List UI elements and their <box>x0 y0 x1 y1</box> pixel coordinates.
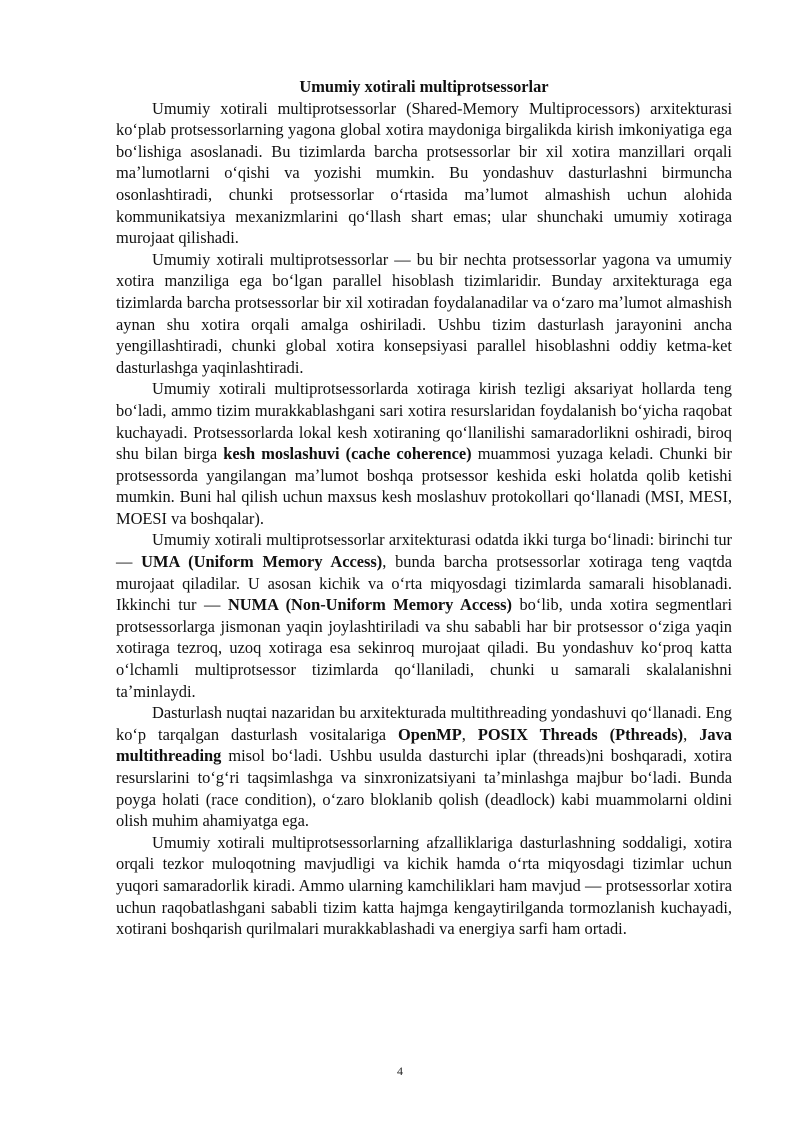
text-run: Umumiy xotirali multiprotsessorlar (Shared-Memory Multiprocessors) arxitekturasi koʻplab protsessorlarning yagona global xotira maydoniga birgalikda kirish imkoniyatiga ega boʻlishiga asoslanadi. Bu tizimlarda barcha protsessorlar bir xil xotira manzillari orqali maʼlumotlarni oʻqishi va yozishi mumkin. Bu yondashuv dasturlashni birmuncha osonlashtiradi, chunki protsessorlar oʻrtasida maʼlumot almashish uchun alohida kommunikatsiya mexanizmlarini qoʻllash shart emas; ular shunchaki umumiy xotiraga murojaat qilishadi. <box>116 98 732 248</box>
paragraph-3 <box>116 378 732 529</box>
text-run: muammosi yuzaga keladi. Chunki bir protsessorda yangilangan maʼlumot boshqa protsessor keshida eski holatda qolib ketishi mumkin. Buni hal qilish uchun maxsus kesh moslashuv protokollari qoʻllanadi (MSI, MESI, MOESI va boshqalar). <box>116 444 732 528</box>
text-run: , <box>683 724 700 744</box>
bold-term: UMA (Uniform Memory Access) <box>141 552 383 572</box>
paragraph-2 <box>116 249 732 379</box>
text-run: misol boʻladi. Ushbu usulda dasturchi iplar (threads)ni boshqaradi, xotira resurslarini toʻgʻri taqsimlashga va sinxronizatsiyani taʼminlashga majbur boʻladi. Bunda poyga holati (race condition), oʻzaro bloklanib qolish (deadlock) kabi muammolarni oldini olish muhim ahamiyatga ega. <box>116 746 732 831</box>
paragraph-5 <box>116 702 732 832</box>
bold-term: kesh moslashuvi (cache coherence) <box>223 444 472 464</box>
text-run: Umumiy xotirali multiprotsessorlar arxitekturasi odatda ikki turga boʻlinadi: birinchi tur — <box>116 530 732 572</box>
paragraph-4 <box>116 529 732 702</box>
page-number: 4 <box>397 1064 403 1078</box>
paragraph-1 <box>116 98 732 249</box>
text-run: , bunda barcha protsessorlar xotiraga teng vaqtda murojaat qiladilar. U asosan kichik va oʻrta miqyosdagi tizimlarda samarali hisoblanadi. Ikkinchi tur — <box>116 552 732 615</box>
text-run: Umumiy xotirali multiprotsessorlarning afzalliklariga dasturlashning soddaligi, xotira orqali tezkor muloqotning mavjudligi va kichik hamda oʻrta miqyosdagi tizimlar uchun yuqori samaradorlik kiradi. Ammo ularning kamchiliklari ham mavjud — protsessorlar xotira uchun raqobatlashgani sababli tizim katta hajmga kengaytirilganda tormozlanish kuchayadi, xotirani boshqarish qurilmalari murakkablashadi va energiya sarfi ham ortadi. <box>116 832 732 939</box>
bold-term: Java multithreading <box>116 724 732 766</box>
text-run: boʻlib, unda xotira segmentlari protsessorlarga jismonan yaqin joylashtiriladi va shu sababli har bir protsessor oʻziga yaqin xotiraga tezroq, uzoq xotiraga esa sekinroq murojaat qiladi. Bu yondashuv koʻproq katta oʻlchamli multiprotsessor tizimlarda qoʻllaniladi, chunki u samarali skalalanishni taʼminlaydi. <box>116 595 733 701</box>
document-title: Umumiy xotirali multiprotsessorlar <box>299 77 549 96</box>
text-run: Umumiy xotirali multiprotsessorlarda xotiraga kirish tezligi aksariyat hollarda teng boʻladi, ammo tizim murakkablashgani sari xotira resurslaridan foydalanish boʻyicha raqobat kuchayadi. Protsessorlarda lokal kesh xotiraning qoʻllanilishi samaradorlikni oshiradi, biroq shu bilan birga <box>116 379 732 464</box>
text-run: , <box>461 724 478 744</box>
paragraph-6 <box>116 832 732 940</box>
bold-term: POSIX Threads (Pthreads) <box>477 724 684 744</box>
document-page <box>116 76 732 940</box>
text-run: Dasturlash nuqtai nazaridan bu arxitekturada multithreading yondashuvi qoʻllanadi. Eng koʻp tarqalgan dasturlash vositalariga <box>116 703 732 744</box>
text-run: Umumiy xotirali multiprotsessorlar — bu bir nechta protsessorlar yagona va umumiy xotira manziliga ega boʻlgan parallel hisoblash tizimlaridir. Bunday arxitekturaga ega tizimlarda barcha protsessorlar bir xil xotiradan foydalanadilar va oʻzaro maʼlumot almashish aynan shu xotira orqali amalga oshiriladi. Ushbu tizim dasturlash jarayonini ancha yengillashtiradi, chunki global xotira konsepsiyasi parallel hisoblashni oddiy ketma-ket dasturlashga yaqinlashtiradi. <box>116 249 732 377</box>
bold-term: NUMA (Non-Uniform Memory Access) <box>227 595 512 615</box>
bold-term: OpenMP <box>397 724 462 744</box>
